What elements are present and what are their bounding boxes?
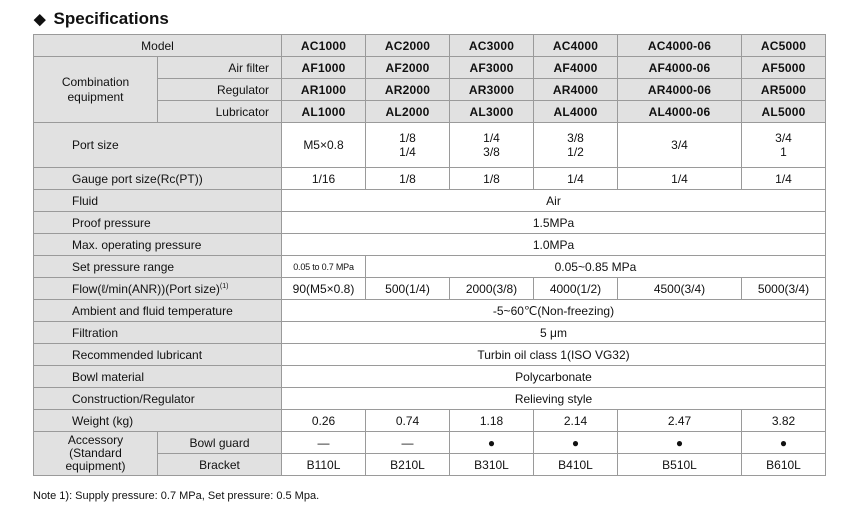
- port-size-value-alt: 1/4: [399, 145, 416, 159]
- fluid-value: Air: [282, 190, 826, 212]
- model-label: Model: [34, 35, 282, 57]
- regulator-cell: AR5000: [742, 79, 826, 101]
- lubricator-cell: AL3000: [450, 101, 534, 123]
- flow-cell: 4000(1/2): [534, 278, 618, 300]
- port-size-value: 1/8: [399, 131, 416, 145]
- regulator-cell: AR4000-06: [618, 79, 742, 101]
- port-size-value: 3/8: [567, 131, 584, 145]
- port-size-value: 1/4: [483, 131, 500, 145]
- bowl-material-row: [34, 366, 826, 388]
- lubricator-cell: AL4000: [534, 101, 618, 123]
- air-filter-cell: AF4000: [534, 57, 618, 79]
- air-filter-cell: AF1000: [282, 57, 366, 79]
- construction-label: Construction/Regulator: [34, 388, 282, 410]
- accessory-label: Accessory (Standard equipment): [34, 432, 158, 476]
- port-size-value: 3/4: [775, 131, 792, 145]
- flow-cell: 5000(3/4): [742, 278, 826, 300]
- lubricant-label: Recommended lubricant: [34, 344, 282, 366]
- model-cell: AC4000-06: [618, 35, 742, 57]
- bracket-cell: B610L: [742, 454, 826, 476]
- temperature-label: Ambient and fluid temperature: [34, 300, 282, 322]
- specifications-table: [33, 34, 826, 476]
- weight-label: Weight (kg): [34, 410, 282, 432]
- air-filter-cell: AF2000: [366, 57, 450, 79]
- max-pressure-label: Max. operating pressure: [34, 234, 282, 256]
- set-pressure-first: 0.05 to 0.7 MPa: [282, 256, 366, 278]
- weight-cell: 2.14: [534, 410, 618, 432]
- gauge-port-label: Gauge port size(Rc(PT)): [34, 168, 282, 190]
- port-size-cell: [450, 123, 534, 168]
- bowl-guard-cell: ●: [618, 432, 742, 454]
- port-size-cell: [366, 123, 450, 168]
- gauge-port-cell: 1/16: [282, 168, 366, 190]
- lubricator-cell: AL2000: [366, 101, 450, 123]
- bowl-material-value: Polycarbonate: [282, 366, 826, 388]
- flow-cell: 2000(3/8): [450, 278, 534, 300]
- gauge-port-cell: 1/4: [534, 168, 618, 190]
- bracket-cell: B210L: [366, 454, 450, 476]
- temperature-row: [34, 300, 826, 322]
- footnote: Note 1): Supply pressure: 0.7 MPa, Set pressure: 0.5 Mpa.: [33, 490, 320, 502]
- regulator-cell: AR1000: [282, 79, 366, 101]
- port-size-cell: [534, 123, 618, 168]
- gauge-port-cell: 1/8: [366, 168, 450, 190]
- lubricator-cell: AL5000: [742, 101, 826, 123]
- filtration-value: 5 μm: [282, 322, 826, 344]
- flow-cell: 4500(3/4): [618, 278, 742, 300]
- air-filter-cell: AF5000: [742, 57, 826, 79]
- model-cell: AC2000: [366, 35, 450, 57]
- port-size-value-alt: 3/8: [483, 145, 500, 159]
- max-pressure-value: 1.0MPa: [282, 234, 826, 256]
- port-size-value-alt: 1/2: [567, 145, 584, 159]
- flow-note-mark: (1): [219, 282, 229, 290]
- flow-label-cell: [34, 278, 282, 300]
- set-pressure-row: [34, 256, 826, 278]
- lubricant-value: Turbin oil class 1(ISO VG32): [282, 344, 826, 366]
- air-filter-cell: AF4000-06: [618, 57, 742, 79]
- flow-cell: 500(1/4): [366, 278, 450, 300]
- bowl-material-label: Bowl material: [34, 366, 282, 388]
- port-size-row: [34, 123, 826, 168]
- weight-cell: 0.26: [282, 410, 366, 432]
- construction-row: [34, 388, 826, 410]
- model-cell: AC3000: [450, 35, 534, 57]
- fluid-row: [34, 190, 826, 212]
- port-size-value-alt: 1: [780, 145, 787, 159]
- regulator-cell: AR4000: [534, 79, 618, 101]
- bowl-guard-cell: ●: [450, 432, 534, 454]
- weight-cell: 2.47: [618, 410, 742, 432]
- air-filter-cell: AF3000: [450, 57, 534, 79]
- port-size-cell: [618, 123, 742, 168]
- weight-cell: 3.82: [742, 410, 826, 432]
- lubricator-label: Lubricator: [158, 101, 282, 123]
- regulator-cell: AR3000: [450, 79, 534, 101]
- max-pressure-row: [34, 234, 826, 256]
- proof-pressure-row: [34, 212, 826, 234]
- set-pressure-rest: 0.05~0.85 MPa: [366, 256, 826, 278]
- flow-cell: 90(M5×0.8): [282, 278, 366, 300]
- lubricator-cell: AL1000: [282, 101, 366, 123]
- bowl-guard-label: Bowl guard: [158, 432, 282, 454]
- proof-pressure-label: Proof pressure: [34, 212, 282, 234]
- gauge-port-row: [34, 168, 826, 190]
- lubricant-row: [34, 344, 826, 366]
- bowl-guard-cell: —: [282, 432, 366, 454]
- filtration-label: Filtration: [34, 322, 282, 344]
- air-filter-row: [34, 57, 826, 79]
- bracket-cell: B410L: [534, 454, 618, 476]
- bracket-cell: B310L: [450, 454, 534, 476]
- port-size-value: 3/4: [671, 138, 688, 152]
- air-filter-label: Air filter: [158, 57, 282, 79]
- proof-pressure-value: 1.5MPa: [282, 212, 826, 234]
- weight-row: [34, 410, 826, 432]
- bracket-cell: B110L: [282, 454, 366, 476]
- port-size-label: Port size: [34, 123, 282, 168]
- construction-value: Relieving style: [282, 388, 826, 410]
- regulator-cell: AR2000: [366, 79, 450, 101]
- bowl-guard-cell: ●: [534, 432, 618, 454]
- gauge-port-cell: 1/4: [618, 168, 742, 190]
- page-title: [34, 8, 169, 30]
- diamond-bullet-icon: ◆: [34, 11, 46, 28]
- port-size-cell: [742, 123, 826, 168]
- title-text: Specifications: [53, 9, 169, 28]
- lubricator-cell: AL4000-06: [618, 101, 742, 123]
- combination-label: Combination equipment: [34, 57, 158, 123]
- bowl-guard-row: [34, 432, 826, 454]
- weight-cell: 1.18: [450, 410, 534, 432]
- model-cell: AC4000: [534, 35, 618, 57]
- bracket-cell: B510L: [618, 454, 742, 476]
- fluid-label: Fluid: [34, 190, 282, 212]
- filtration-row: [34, 322, 826, 344]
- set-pressure-label: Set pressure range: [34, 256, 282, 278]
- flow-row: [34, 278, 826, 300]
- bowl-guard-cell: —: [366, 432, 450, 454]
- gauge-port-cell: 1/8: [450, 168, 534, 190]
- regulator-label: Regulator: [158, 79, 282, 101]
- model-cell: AC5000: [742, 35, 826, 57]
- port-size-value: M5×0.8: [303, 138, 344, 152]
- model-row: [34, 35, 826, 57]
- model-cell: AC1000: [282, 35, 366, 57]
- bowl-guard-cell: ●: [742, 432, 826, 454]
- gauge-port-cell: 1/4: [742, 168, 826, 190]
- weight-cell: 0.74: [366, 410, 450, 432]
- temperature-value: -5~60℃(Non-freezing): [282, 300, 826, 322]
- bracket-label: Bracket: [158, 454, 282, 476]
- flow-label: Flow(ℓ/min(ANR))(Port size): [72, 281, 220, 296]
- port-size-cell: [282, 123, 366, 168]
